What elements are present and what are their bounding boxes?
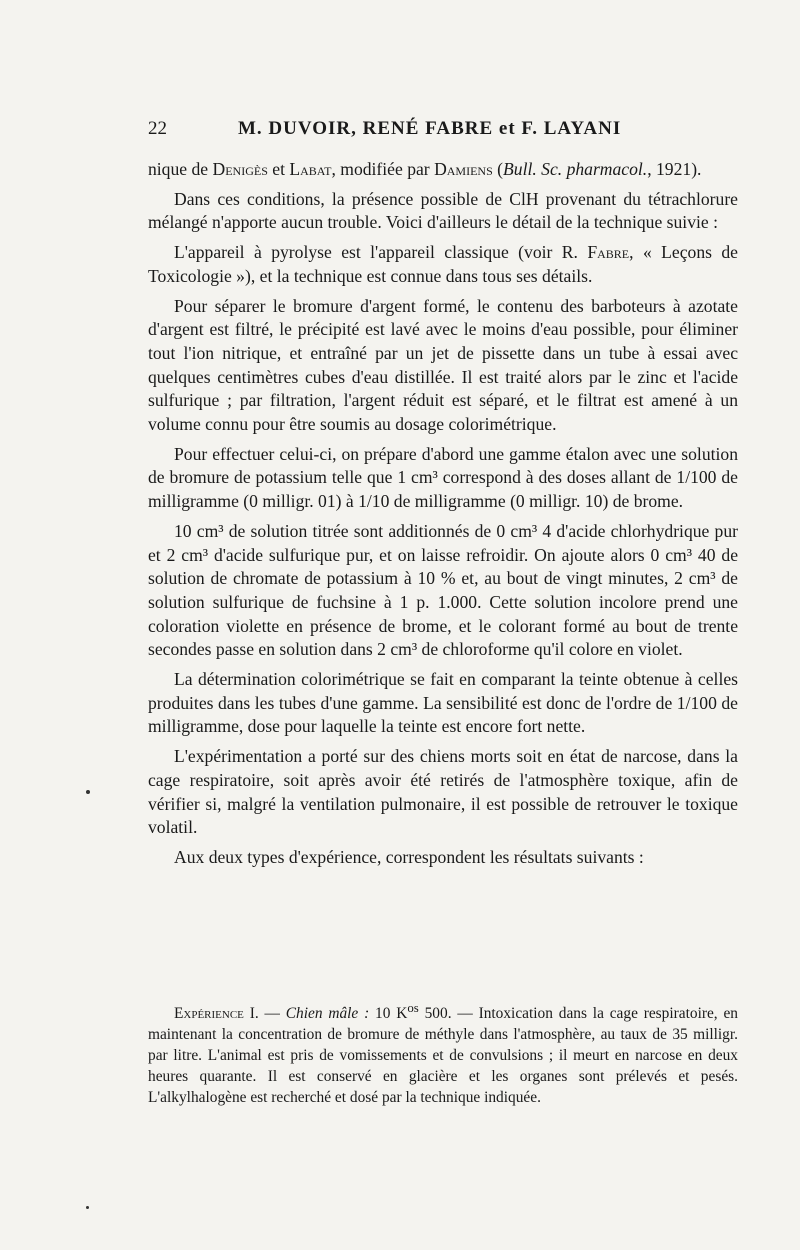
scan-speck [86, 790, 90, 794]
text-span: nique de [148, 159, 213, 179]
text-span: — [258, 1005, 286, 1023]
text-span: 10 K [369, 1005, 408, 1023]
text-span: et [267, 159, 290, 179]
paragraph: Dans ces conditions, la présence possible de ClH provenant du tétrachlorure mélangé n'apporte aucun trouble. Voici d'ailleurs le détail de la technique suivie : [148, 188, 738, 233]
scan-speck [86, 1206, 89, 1209]
text-span: , modifiée par [331, 159, 435, 179]
paragraph [148, 158, 738, 182]
paragraph: Pour séparer le bromure d'argent formé, le contenu des barboteurs à azotate d'argent est filtré, le précipité est lavé avec le moins d'eau possible, pour éliminer tout l'ion nitrique, et entraîné par un jet de pissette dans un tube à essai avec quelques centimètres cubes d'eau distillée. Il est traité alors par le zinc et l'acide sulfurique ; par filtration, l'argent réduit est séparé, et le filtrat est amené à un volume connu pour être soumis au dosage colorimétrique. [148, 295, 738, 435]
page-number: 22 [148, 118, 167, 139]
author-name: Damiens [434, 159, 493, 179]
paragraph: Aux deux types d'expérience, correspondent les résultats suivants : [174, 846, 644, 867]
text-span: ( [492, 159, 504, 179]
text-span: , « Leçons de Toxicologie »), et la technique est connue dans tous ses détails. [148, 242, 738, 286]
running-head: M. DUVOIR, RENÉ FABRE et F. LAYANI [238, 118, 622, 139]
experience-paragraph [148, 998, 738, 1108]
text-span: 500. — Intoxication dans la cage respiratoire, en maintenant la concentration de bromure de méthyle dans l'atmosphère, au taux de 35 milligr. par litre. L'animal est pris de vomissements et de convulsions ; il meurt en narcose en deux heures quarante. Il est conservé en glacière et les organes sont prélevés et pesés. L'alkylhalogène est recherché et dosé par la technique indiquée. [148, 1005, 738, 1107]
paragraph: La détermination colorimétrique se fait en comparant la teinte obtenue à celles produites dans les tubes d'une gamme. La sensibilité est donc de l'ordre de 1/100 de milligramme, dose pour laquelle la teinte est encore fort nette. [148, 669, 738, 737]
text-span: L'appareil à pyrolyse est l'appareil classique (voir R. [174, 242, 588, 263]
paragraph [148, 241, 738, 288]
paragraph: L'expérimentation a porté sur des chiens morts soit en état de narcose, dans la cage respiratoire, soit après avoir été retirés de l'atmosphère toxique, afin de vérifier si, malgré la ventilation pulmonaire, il est possible de retrouver le toxique volatil. [148, 746, 738, 838]
page-header [148, 118, 738, 146]
author-name: Fabre [587, 242, 630, 263]
journal-citation: Bull. Sc. pharmacol. [503, 159, 648, 179]
body-text [148, 158, 738, 876]
experience-note [148, 998, 738, 1108]
paragraph: Pour effectuer celui-ci, on prépare d'abord une gamme étalon avec une solution de bromure de potassium telle que 1 cm³ correspond à des doses allant de 1/100 de milligramme (0 milligr. 01) à 1/10 de milligramme (0 milligr. 10) de brome. [148, 443, 738, 512]
experience-subject: Chien mâle : [285, 1005, 370, 1023]
author-name: Labat [289, 159, 332, 179]
experience-label: Expérience I. [174, 1005, 259, 1023]
author-name: Denigès [212, 159, 268, 179]
text-span: , 1921). [647, 159, 702, 179]
paragraph: 10 cm³ de solution titrée sont additionnés de 0 cm³ 4 d'acide chlorhydrique pur et 2 cm³ d'acide sulfurique pur, et on laisse refroidir. On ajoute alors 0 cm³ 40 de solution de chromate de potassium à 10 % et, au bout de vingt minutes, 2 cm³ de solution sulfurique de fuchsine à 1 p. 1.000. Cette solution incolore prend une coloration violette en présence de brome, et le colorant formé au bout de trente secondes passe en solution dans 2 cm³ de chloroforme qu'il colore en violet. [148, 520, 738, 660]
superscript: os [407, 1001, 419, 1015]
